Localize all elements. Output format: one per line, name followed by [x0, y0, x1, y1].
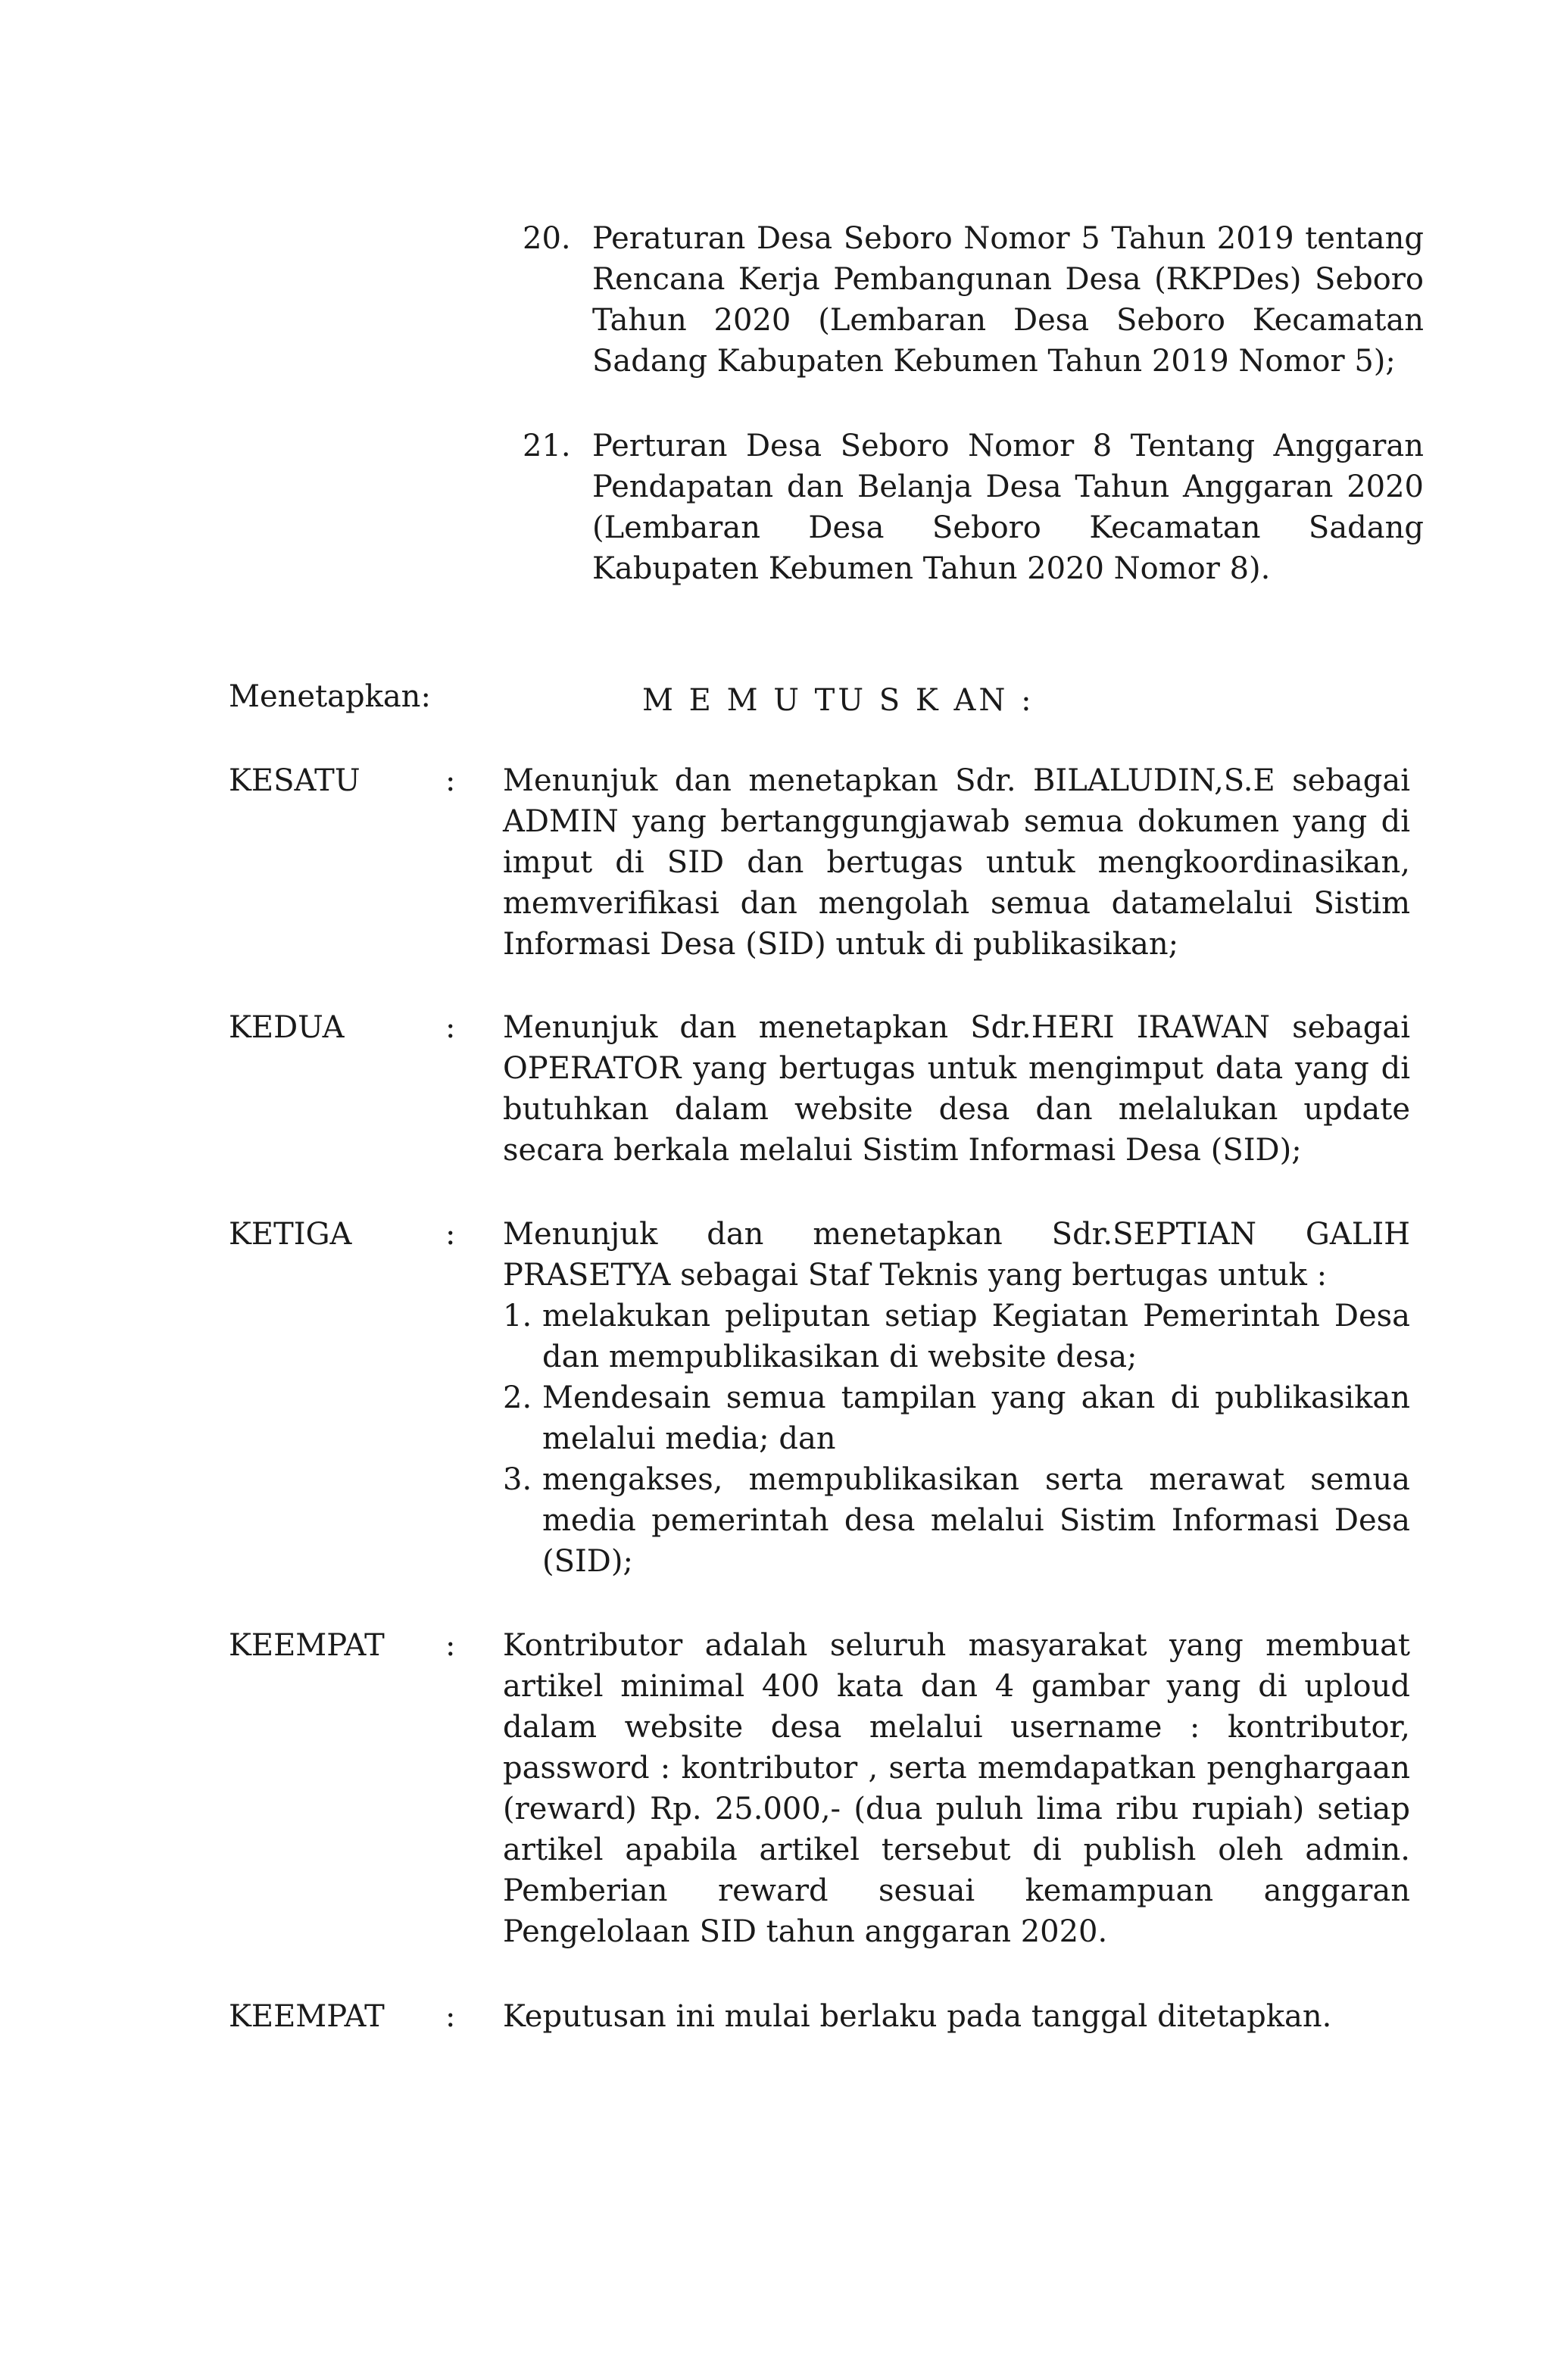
section-colon: : [445, 1628, 456, 1663]
consideration-number: 20. [523, 221, 571, 256]
section-colon: : [445, 1217, 456, 1252]
consideration-text: Peraturan Desa Seboro Nomor 5 Tahun 2019 tentang Rencana Kerja Pembangunan Desa (RKPDes) Seboro Tahun 2020 (Lembaran Desa Seboro Kecamatan Sadang Kabupaten Kebumen Tahun 2019 Nomor 5); [592, 221, 1424, 379]
section-label: KEDUA [229, 1010, 345, 1045]
consideration-number: 21. [523, 429, 571, 463]
list-item-text: mengakses, mempublikasikan serta merawat semua media pemerintah desa melalui Sistim Informasi Desa (SID); [542, 1462, 1410, 1579]
section-label: KESATU [229, 763, 360, 798]
section-label: KETIGA [229, 1217, 352, 1252]
list-item-number: 3. [503, 1462, 532, 1497]
consideration-item [523, 426, 1424, 589]
section-label: KEEMPAT [229, 1999, 385, 2034]
decision-section-kesatu [229, 760, 1410, 965]
list-item [503, 1377, 1410, 1459]
section-colon: : [445, 763, 456, 798]
menetapkan-label: Menetapkan: [229, 679, 431, 714]
list-item [503, 1296, 1410, 1377]
decision-section-kedua [229, 1007, 1410, 1171]
memutuskan-heading: M E M U TU S K AN : [642, 683, 1035, 718]
task-list [503, 1296, 1410, 1582]
list-item-text: Mendesain semua tampilan yang akan di publikasikan melalui media; dan [542, 1380, 1410, 1456]
section-text: Kontributor adalah seluruh masyarakat yang membuat artikel minimal 400 kata dan 4 gambar yang di uploud dalam website desa melalui username : kontributor, password : kontributor , serta memdapatkan penghargaan (reward) Rp. 25.000,- (dua puluh lima ribu rupiah) setiap artikel apabila artikel tersebut di publish oleh admin. Pemberian reward sesuai kemampuan anggaran Pengelolaan SID tahun anggaran 2020. [503, 1628, 1410, 1949]
section-colon: : [445, 1999, 456, 2034]
consideration-item [523, 218, 1424, 382]
decision-section-keempat [229, 1625, 1410, 1952]
section-text: Menunjuk dan menetapkan Sdr.HERI IRAWAN sebagai OPERATOR yang bertugas untuk mengimput data yang di butuhkan dalam website desa dan melalukan update secara berkala melalui Sistim Informasi Desa (SID); [503, 1010, 1410, 1168]
list-item-number: 1. [503, 1299, 532, 1333]
decision-section-final [229, 1996, 1410, 2037]
section-colon: : [445, 1010, 456, 1045]
section-label: KEEMPAT [229, 1628, 385, 1663]
section-text: Menunjuk dan menetapkan Sdr.SEPTIAN GALIH PRASETYA sebagai Staf Teknis yang bertugas untuk : [503, 1217, 1410, 1293]
section-text: Menunjuk dan menetapkan Sdr. BILALUDIN,S.E sebagai ADMIN yang bertanggungjawab semua dokumen yang di imput di SID dan bertugas untuk mengkoordinasikan, memverifikasi dan mengolah semua datamelalui Sistim Informasi Desa (SID) untuk di publikasikan; [503, 763, 1410, 962]
consideration-text: Perturan Desa Seboro Nomor 8 Tentang Anggaran Pendapatan dan Belanja Desa Tahun Anggaran 2020 (Lembaran Desa Seboro Kecamatan Sadang Kabupaten Kebumen Tahun 2020 Nomor 8). [592, 429, 1424, 586]
section-body [503, 1214, 1410, 1582]
section-text: Keputusan ini mulai berlaku pada tanggal ditetapkan. [503, 1999, 1332, 2034]
list-item [503, 1459, 1410, 1582]
decision-section-ketiga [229, 1214, 1410, 1582]
list-item-number: 2. [503, 1380, 532, 1415]
list-item-text: melakukan peliputan setiap Kegiatan Pemerintah Desa dan mempublikasikan di website desa; [542, 1299, 1410, 1374]
